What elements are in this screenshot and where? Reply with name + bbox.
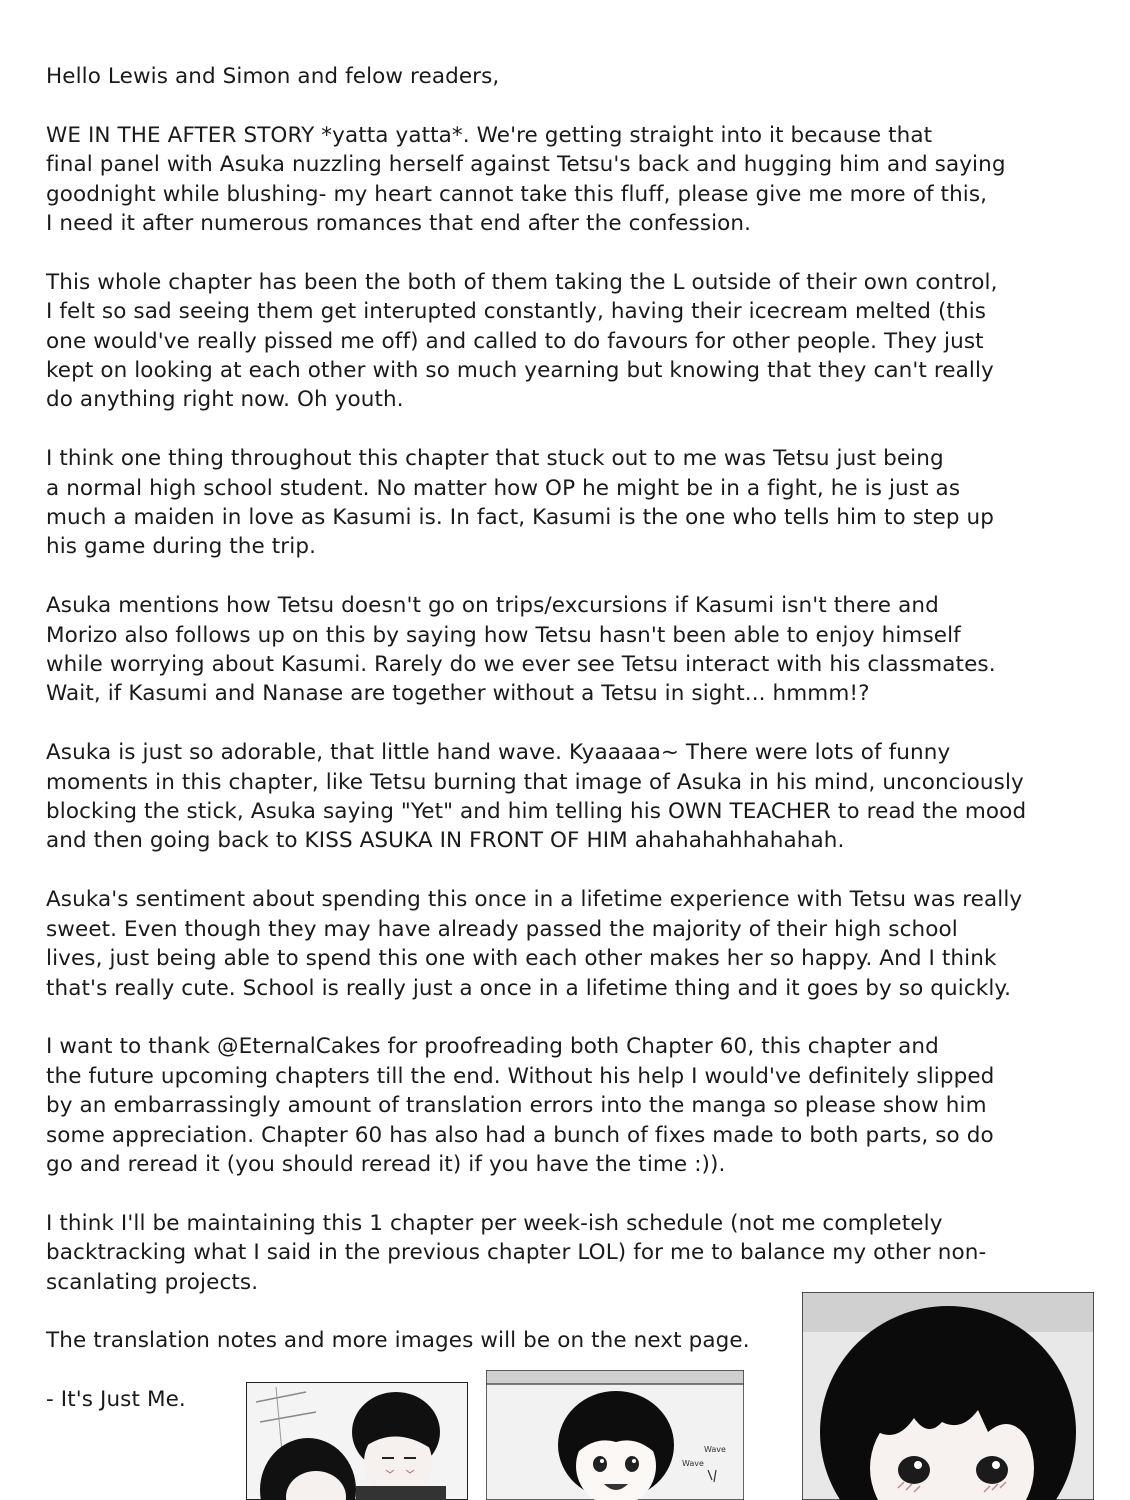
text-line: his game during the trip. (46, 534, 317, 560)
text-line: sweet. Even though they may have already passed the majority of their high school (46, 916, 958, 942)
text-line: moments in this chapter, like Tetsu burning that image of Asuka in his mind, unconciously (46, 769, 1024, 795)
paragraph (46, 885, 1108, 1003)
signoff: - It's Just Me. (46, 1387, 186, 1413)
manga-illustration-middle (486, 1370, 744, 1500)
text-line: This whole chapter has been the both of them taking the L outside of their own control, (46, 269, 998, 295)
manga-panel-left (246, 1382, 468, 1500)
paragraph (46, 1209, 1108, 1297)
text-line: WE IN THE AFTER STORY *yatta yatta*. We're getting straight into it because that (46, 122, 933, 148)
text-line: much a maiden in love as Kasumi is. In fact, Kasumi is the one who tells him to step up (46, 505, 995, 531)
paragraph (46, 444, 1108, 562)
text-line: lives, just being able to spend this one with each other makes her so happy. And I think (46, 946, 997, 972)
manga-illustration-left (246, 1382, 468, 1500)
wave-sfx-text: Wave (704, 1445, 726, 1454)
paragraph (46, 738, 1108, 856)
text-line: and then going back to KISS ASUKA IN FRONT OF HIM ahahahahhahahah. (46, 828, 845, 854)
text-line: I think one thing throughout this chapter that stuck out to me was Tetsu just being (46, 446, 944, 472)
text-line: Asuka mentions how Tetsu doesn't go on trips/excursions if Kasumi isn't there and (46, 593, 939, 619)
paragraph (46, 121, 1108, 239)
paragraph (46, 591, 1108, 709)
manga-illustration-right (802, 1292, 1094, 1500)
wave-sfx-text: Wave (682, 1459, 704, 1468)
text-line: I felt so sad seeing them get interupted constantly, having their icecream melted (this (46, 299, 987, 325)
text-line: kept on looking at each other with so much yearning but knowing that they can't really (46, 358, 994, 384)
text-line: the future upcoming chapters till the end. Without his help I would've definitely slipped (46, 1063, 995, 1089)
manga-panel-middle (486, 1370, 744, 1500)
text-line: a normal high school student. No matter how OP he might be in a fight, he is just as (46, 475, 961, 501)
text-line: do anything right now. Oh youth. (46, 387, 404, 413)
text-line: Asuka is just so adorable, that little hand wave. Kyaaaaa~ There were lots of funny (46, 740, 951, 766)
text-line: that's really cute. School is really just a once in a lifetime thing and it goes by so quickly. (46, 975, 1012, 1001)
text-line: Morizo also follows up on this by saying how Tetsu hasn't been able to enjoy himself (46, 622, 961, 648)
text-line: backtracking what I said in the previous chapter LOL) for me to balance my other non- (46, 1240, 987, 1266)
text-line: goodnight while blushing- my heart cannot take this fluff, please give me more of this, (46, 181, 988, 207)
text-line: go and reread it (you should reread it) if you have the time :)). (46, 1151, 726, 1177)
greeting: Hello Lewis and Simon and felow readers, (46, 64, 500, 89)
text-line: blocking the stick, Asuka saying "Yet" and him telling his OWN TEACHER to read the mood (46, 799, 1027, 825)
text-line: one would've really pissed me off) and called to do favours for other people. They just (46, 328, 984, 354)
text-line: I need it after numerous romances that end after the confession. (46, 211, 752, 237)
text-line: I want to thank @EternalCakes for proofreading both Chapter 60, this chapter and (46, 1034, 939, 1060)
text-line: scanlating projects. (46, 1269, 259, 1295)
text-line: final panel with Asuka nuzzling herself against Tetsu's back and hugging him and saying (46, 152, 1006, 178)
paragraph (46, 1032, 1108, 1179)
text-line: by an embarrassingly amount of translation errors into the manga so please show him (46, 1093, 987, 1119)
text-line: Asuka's sentiment about spending this once in a lifetime experience with Tetsu was really (46, 887, 1023, 913)
manga-panel-right (802, 1292, 1094, 1500)
letter-body (46, 62, 1108, 1444)
text-line: I think I'll be maintaining this 1 chapter per week-ish schedule (not me completely (46, 1210, 943, 1236)
text-line: The translation notes and more images will be on the next page. (46, 1328, 750, 1354)
paragraph (46, 268, 1108, 415)
text-line: Wait, if Kasumi and Nanase are together without a Tetsu in sight... hmmm!? (46, 681, 870, 707)
text-line: while worrying about Kasumi. Rarely do we ever see Tetsu interact with his classmates. (46, 652, 996, 678)
text-line: some appreciation. Chapter 60 has also had a bunch of fixes made to both parts, so do (46, 1122, 994, 1148)
